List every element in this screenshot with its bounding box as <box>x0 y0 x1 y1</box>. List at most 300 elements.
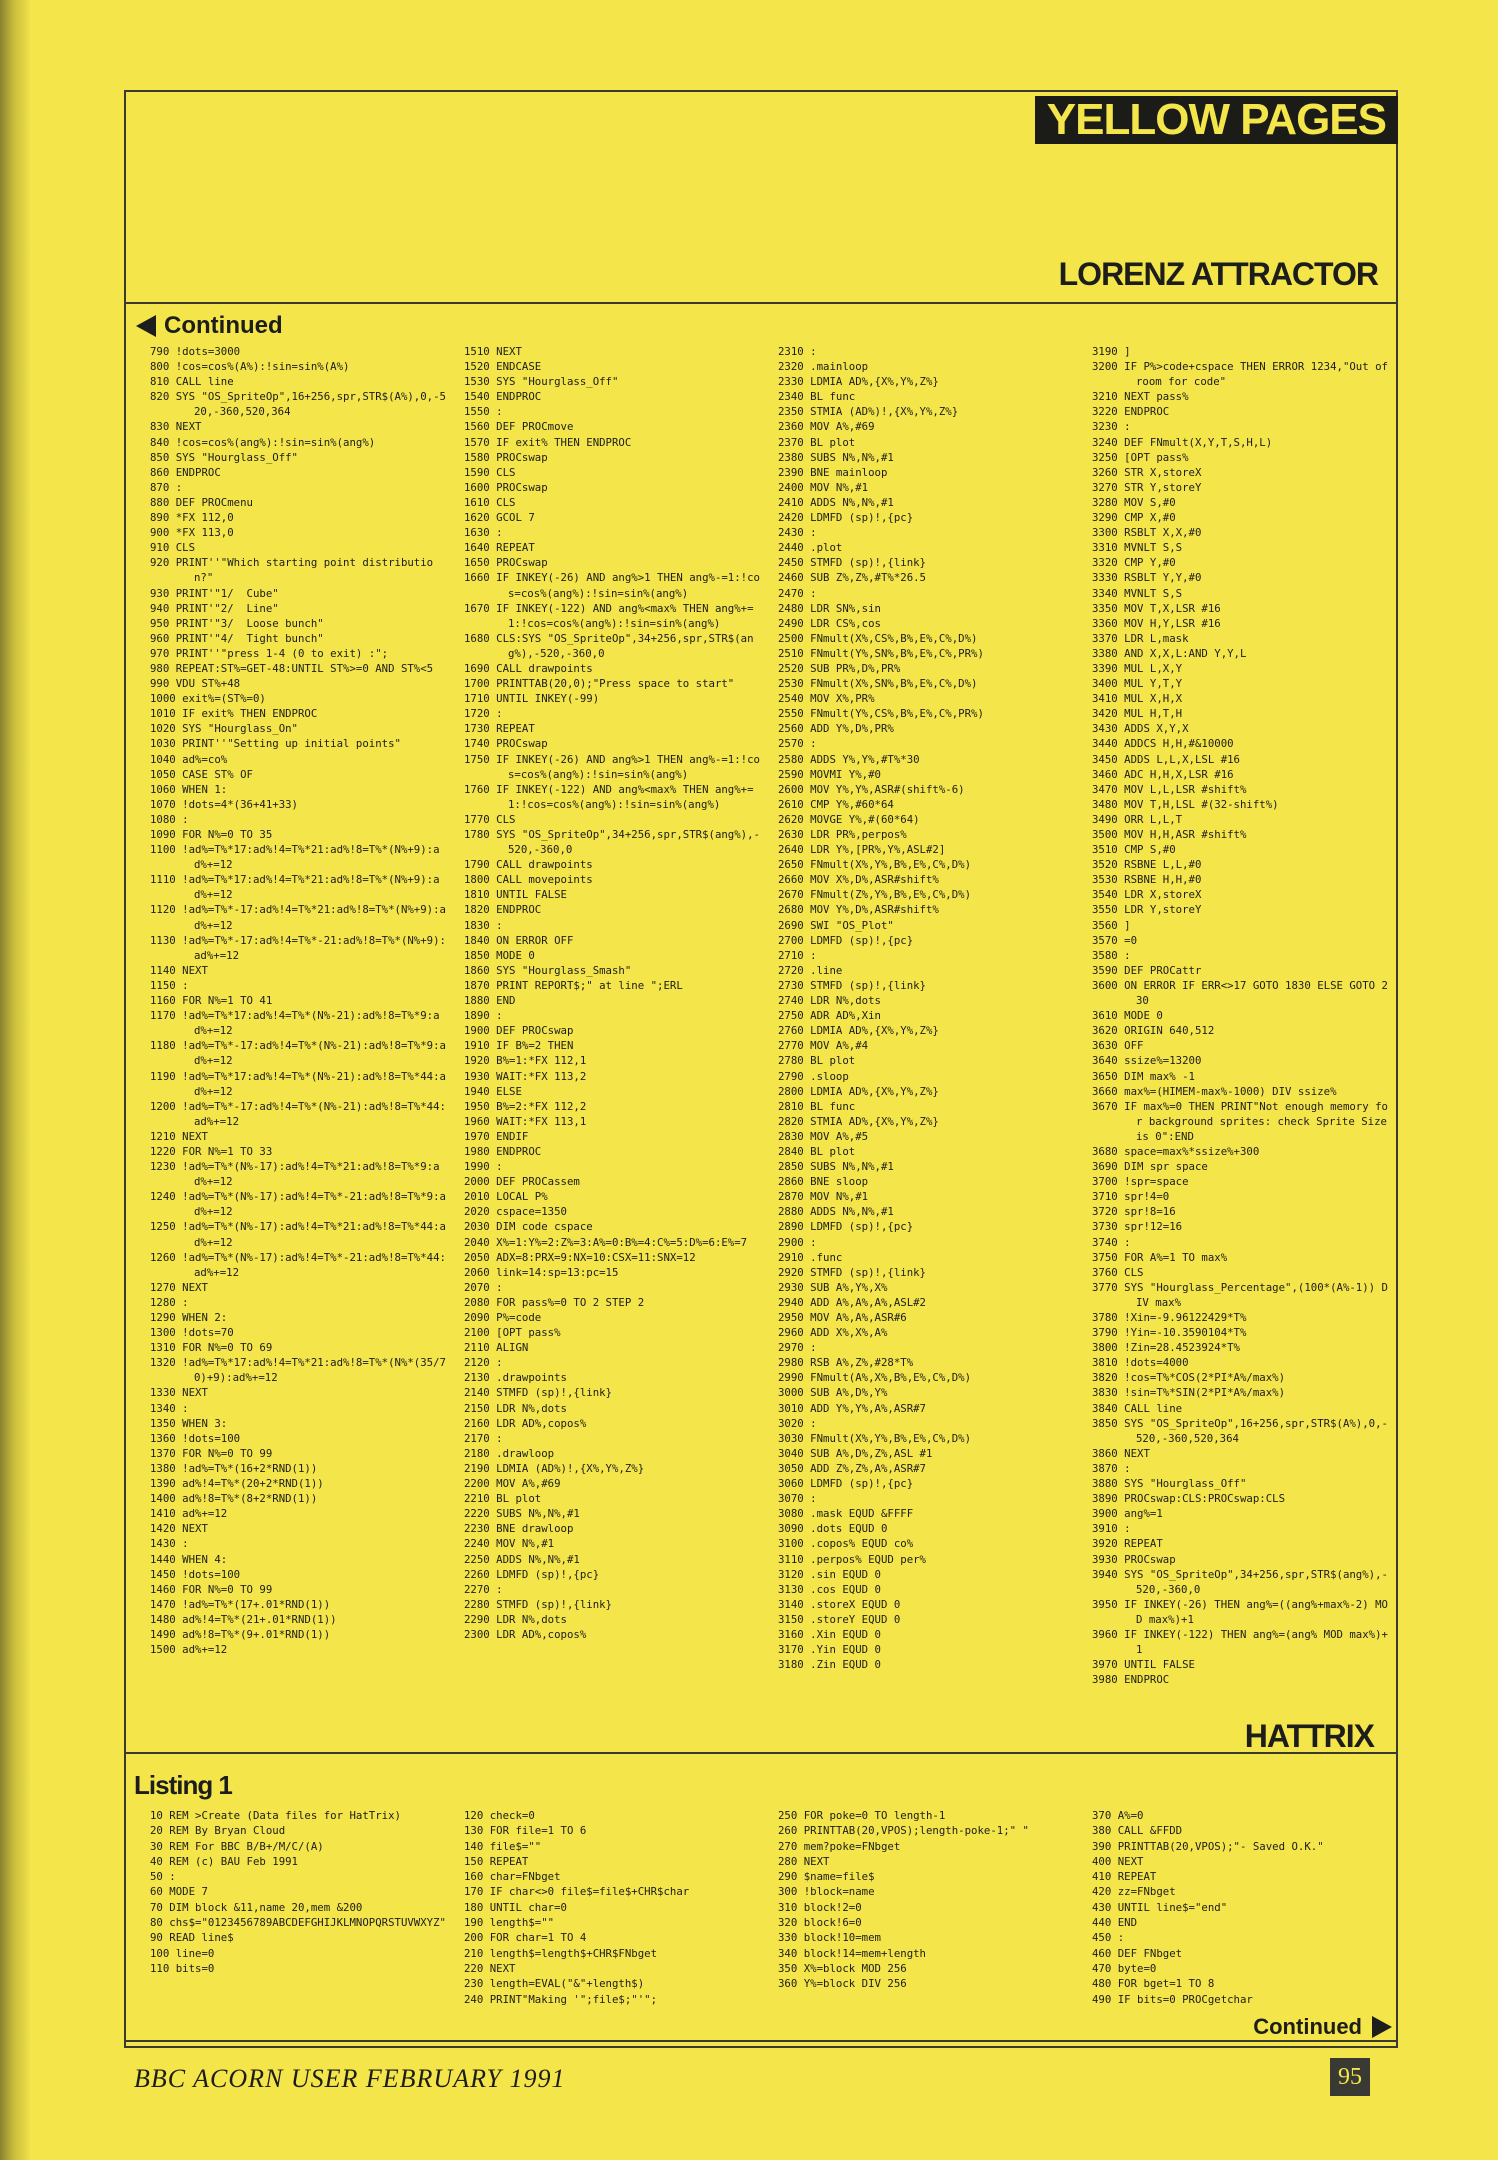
code-line: 1870 PRINT REPORT$;" at line ";ERL <box>464 978 683 992</box>
code-line: 2070 : <box>464 1280 503 1294</box>
code-line: 3960 IF INKEY(-122) THEN ang%=(ang% MOD max%)+1 <box>1092 1627 1388 1657</box>
code-line: 1580 PROCswap <box>464 450 548 464</box>
code-line: 1590 CLS <box>464 465 516 479</box>
code-line: 490 IF bits=0 PROCgetchar <box>1092 1992 1253 2006</box>
code-line: 3060 LDMFD (sp)!,{pc} <box>778 1477 914 1491</box>
code-line: 3680 space=max%*ssize%+300 <box>1092 1144 1260 1158</box>
code-line: 1400 ad%!8=T%*(8+2*RND(1)) <box>150 1492 318 1506</box>
code-line: 380 CALL &FFDD <box>1092 1824 1183 1838</box>
code-line: 280 NEXT <box>778 1854 830 1868</box>
code-line: 2040 X%=1:Y%=2:Z%=3:A%=0:B%=4:C%=5:D%=6:E%=7 <box>464 1235 748 1249</box>
code-line: 1390 ad%!4=T%*(20+2*RND(1)) <box>150 1477 324 1491</box>
code-line: 3780 !Xin=-9.96122429*T% <box>1092 1311 1247 1324</box>
code-line: 400 NEXT <box>1092 1854 1144 1868</box>
code-line: 3390 MUL L,X,Y <box>1092 661 1183 675</box>
code-line: 3540 LDR X,storeX <box>1092 888 1202 902</box>
code-line: 3180 .Zin EQUD 0 <box>778 1658 881 1672</box>
code-line: 850 SYS "Hourglass_Off" <box>150 450 298 464</box>
code-line: 1650 PROCswap <box>464 556 548 570</box>
code-line: 990 VDU ST%+48 <box>150 677 241 691</box>
code-line: 3190 ] <box>1092 345 1131 358</box>
code-line: 3790 !Yin=-10.3590104*T% <box>1092 1326 1247 1340</box>
code-line: 100 line=0 <box>150 1946 215 1960</box>
lorenz-listing-column-2 <box>464 344 760 1642</box>
code-line: 3420 MUL H,T,H <box>1092 707 1183 721</box>
code-line: 2110 ALIGN <box>464 1341 529 1355</box>
code-line: 2300 LDR AD%,copos% <box>464 1627 587 1641</box>
code-line: 2010 LOCAL P% <box>464 1190 548 1204</box>
code-line: 2510 FNmult(Y%,SN%,B%,E%,C%,PR%) <box>778 646 984 660</box>
code-line: 3200 IF P%>code+cspace THEN ERROR 1234,"Out of room for code" <box>1092 360 1395 389</box>
code-line: 1690 CALL drawpoints <box>464 661 593 675</box>
code-line: 2460 SUB Z%,Z%,#T%*26.5 <box>778 571 926 585</box>
code-line: 3850 SYS "OS_SpriteOp",16+256,spr,STR$(A%),0,-520,-360,520,364 <box>1092 1416 1388 1445</box>
code-line: 3110 .perpos% EQUD per% <box>778 1552 926 1566</box>
code-line: 3250 [OPT pass% <box>1092 450 1189 464</box>
code-line: 3650 DIM max% -1 <box>1092 1069 1195 1083</box>
code-line: 3630 OFF <box>1092 1039 1144 1053</box>
code-line: 3300 RSBLT X,X,#0 <box>1092 526 1202 540</box>
lorenz-listing-column-1 <box>150 344 446 1657</box>
code-line: 3120 .sin EQUD 0 <box>778 1567 881 1581</box>
code-line: 2280 STMFD (sp)!,{link} <box>464 1597 612 1611</box>
code-line: 350 X%=block MOD 256 <box>778 1961 907 1975</box>
code-line: 2490 LDR CS%,cos <box>778 616 881 630</box>
code-line: 170 IF char<>0 file$=file$+CHR$char <box>464 1885 690 1899</box>
code-line: 1540 ENDPROC <box>464 390 542 404</box>
code-line: 1120 !ad%=T%*-17:ad%!4=T%*21:ad%!8=T%*(N%+9):ad%+=12 <box>150 903 446 932</box>
code-line: 3920 REPEAT <box>1092 1537 1163 1551</box>
code-line: 2030 DIM code cspace <box>464 1220 593 1234</box>
code-line: 2680 MOV Y%,D%,ASR#shift% <box>778 903 939 917</box>
code-line: 2160 LDR AD%,copos% <box>464 1416 587 1430</box>
code-line: 1350 WHEN 3: <box>150 1416 228 1430</box>
code-line: 2810 BL func <box>778 1099 856 1113</box>
code-line: 2220 SUBS N%,N%,#1 <box>464 1507 580 1521</box>
code-line: 260 PRINTTAB(20,VPOS);length-poke-1;" " <box>778 1824 1029 1838</box>
code-line: 1670 IF INKEY(-122) AND ang%<max% THEN ang%+=1:!cos=cos%(ang%):!sin=sin%(ang%) <box>464 601 754 630</box>
code-line: 2530 FNmult(X%,SN%,B%,E%,C%,D%) <box>778 677 978 691</box>
code-line: 1050 CASE ST% OF <box>150 767 253 781</box>
code-line: 1090 FOR N%=0 TO 35 <box>150 828 273 841</box>
code-line: 3550 LDR Y,storeY <box>1092 903 1202 917</box>
code-line: 970 PRINT''"press 1-4 (0 to exit) :"; <box>150 646 389 660</box>
code-line: 1940 ELSE <box>464 1084 522 1098</box>
lorenz-listing-column-3 <box>778 344 1074 1672</box>
code-line: 2960 ADD X%,X%,A% <box>778 1326 888 1340</box>
code-line: 890 *FX 112,0 <box>150 511 234 525</box>
code-line: 1290 WHEN 2: <box>150 1311 228 1324</box>
code-line: 2650 FNmult(X%,Y%,B%,E%,C%,D%) <box>778 858 972 872</box>
code-line: 2570 : <box>778 737 817 751</box>
code-line: 3490 ORR L,L,T <box>1092 812 1183 826</box>
code-line: 1970 ENDIF <box>464 1129 529 1143</box>
code-line: 1250 !ad%=T%*(N%-17):ad%!4=T%*21:ad%!8=T%*44:ad%+=12 <box>150 1220 446 1249</box>
code-line: 2050 ADX=8:PRX=9:NX=10:CSX=11:SNX=12 <box>464 1250 696 1264</box>
code-line: 1270 NEXT <box>150 1280 208 1294</box>
code-line: 1430 : <box>150 1537 189 1551</box>
code-line: 1230 !ad%=T%*(N%-17):ad%!4=T%*21:ad%!8=T%*9:ad%+=12 <box>150 1160 440 1189</box>
code-line: 1370 FOR N%=0 TO 99 <box>150 1446 273 1460</box>
code-line: 3320 CMP Y,#0 <box>1092 556 1176 570</box>
code-line: 1520 ENDCASE <box>464 360 542 374</box>
continued-next-text: Continued <box>1253 2014 1362 2039</box>
publication-footer: BBC ACORN USER FEBRUARY 1991 <box>134 2064 566 2093</box>
code-line: 830 NEXT <box>150 420 202 434</box>
code-line: 1700 PRINTTAB(20,0);"Press space to start" <box>464 677 735 691</box>
code-line: 1880 END <box>464 994 516 1008</box>
code-line: 210 length$=length$+CHR$FNbget <box>464 1946 658 1960</box>
code-line: 1330 NEXT <box>150 1386 208 1400</box>
code-line: 3380 AND X,X,L:AND Y,Y,L <box>1092 646 1247 660</box>
code-line: 1340 : <box>150 1401 189 1415</box>
code-line: 2950 MOV A%,A%,ASR#6 <box>778 1311 907 1324</box>
code-line: 3640 ssize%=13200 <box>1092 1054 1202 1068</box>
code-line: 2330 LDMIA AD%,{X%,Y%,Z%} <box>778 375 939 389</box>
code-line: 2760 LDMIA AD%,{X%,Y%,Z%} <box>778 1024 939 1038</box>
code-line: 1060 WHEN 1: <box>150 782 228 796</box>
code-line: 250 FOR poke=0 TO length-1 <box>778 1809 946 1822</box>
code-line: 3140 .storeX EQUD 0 <box>778 1597 901 1611</box>
code-line: 140 file$="" <box>464 1839 542 1853</box>
code-line: 1820 ENDPROC <box>464 903 542 917</box>
code-line: 3370 LDR L,mask <box>1092 631 1189 645</box>
code-line: 3470 MOV L,L,LSR #shift% <box>1092 782 1247 796</box>
code-line: 3840 CALL line <box>1092 1401 1183 1415</box>
code-line: 3930 PROCswap <box>1092 1552 1176 1566</box>
code-line: 3480 MOV T,H,LSL #(32-shift%) <box>1092 797 1279 811</box>
code-line: 3260 STR X,storeX <box>1092 465 1202 479</box>
arrow-left-icon <box>136 315 156 337</box>
code-line: 1130 !ad%=T%*-17:ad%!4=T%*-21:ad%!8=T%*(N%+9):ad%+=12 <box>150 933 446 962</box>
code-line: 80 chs$="0123456789ABCDEFGHIJKLMNOPQRSTUVWXYZ" <box>150 1916 446 1930</box>
code-line: 290 $name=file$ <box>778 1870 875 1884</box>
code-line: 3760 CLS <box>1092 1265 1144 1279</box>
code-line: 150 REPEAT <box>464 1854 529 1868</box>
code-line: 2980 RSB A%,Z%,#28*T% <box>778 1356 914 1370</box>
code-line: 3530 RSBNE H,H,#0 <box>1092 873 1202 887</box>
code-line: 2850 SUBS N%,N%,#1 <box>778 1160 894 1174</box>
code-line: 370 A%=0 <box>1092 1809 1144 1822</box>
code-line: 2390 BNE mainloop <box>778 465 888 479</box>
code-line: 2340 BL func <box>778 390 856 404</box>
code-line: 420 zz=FNbget <box>1092 1885 1176 1899</box>
code-line: 20 REM By Bryan Cloud <box>150 1824 286 1838</box>
code-line: 3040 SUB A%,D%,Z%,ASL #1 <box>778 1446 933 1460</box>
code-line: 440 END <box>1092 1916 1138 1930</box>
hattrix-listing-column-4 <box>1092 1808 1388 2007</box>
hattrix-listing-column-2 <box>464 1808 760 2007</box>
code-line: 2720 .line <box>778 963 843 977</box>
code-line: 1220 FOR N%=1 TO 33 <box>150 1144 273 1158</box>
code-line: 2430 : <box>778 526 817 540</box>
code-line: 3580 : <box>1092 948 1131 962</box>
code-line: 3860 NEXT <box>1092 1446 1150 1460</box>
code-line: 2480 LDR SN%,sin <box>778 601 881 615</box>
listing-title: Listing 1 <box>134 1770 232 1800</box>
code-line: 2580 ADDS Y%,Y%,#T%*30 <box>778 752 920 766</box>
code-line: 2900 : <box>778 1235 817 1249</box>
code-line: 450 : <box>1092 1931 1125 1945</box>
code-line: 3400 MUL Y,T,Y <box>1092 677 1183 691</box>
code-line: 2200 MOV A%,#69 <box>464 1477 561 1491</box>
code-line: 2890 LDMFD (sp)!,{pc} <box>778 1220 914 1234</box>
code-line: 1160 FOR N%=1 TO 41 <box>150 994 273 1008</box>
code-line: 1320 !ad%=T%*17:ad%!4=T%*21:ad%!8=T%*(N%*(35/70)+9):ad%+=12 <box>150 1356 446 1385</box>
code-line: 3280 MOV S,#0 <box>1092 495 1176 509</box>
code-line: 3970 UNTIL FALSE <box>1092 1658 1195 1672</box>
code-line: 1500 ad%+=12 <box>150 1643 228 1657</box>
code-line: 2130 .drawpoints <box>464 1371 567 1385</box>
code-line: 1380 !ad%=T%*(16+2*RND(1)) <box>150 1461 318 1475</box>
code-line: 390 PRINTTAB(20,VPOS);"- Saved O.K." <box>1092 1839 1324 1853</box>
code-line: 2190 LDMIA (AD%)!,{X%,Y%,Z%} <box>464 1461 645 1475</box>
code-line: 1360 !dots=100 <box>150 1431 241 1445</box>
code-line: 2620 MOVGE Y%,#(60*64) <box>778 812 920 826</box>
code-line: 2080 FOR pass%=0 TO 2 STEP 2 <box>464 1295 645 1309</box>
code-line: 40 REM (c) BAU Feb 1991 <box>150 1854 298 1868</box>
code-line: 790 !dots=3000 <box>150 345 241 358</box>
code-line: 1170 !ad%=T%*17:ad%!4=T%*(N%-21):ad%!8=T%*9:ad%+=12 <box>150 1009 440 1038</box>
code-line: 3240 DEF FNmult(X,Y,T,S,H,L) <box>1092 435 1273 449</box>
code-line: 3870 : <box>1092 1461 1131 1475</box>
code-line: 920 PRINT''"Which starting point distribution?" <box>150 556 434 585</box>
code-line: 3230 : <box>1092 420 1131 434</box>
code-line: 1180 !ad%=T%*-17:ad%!4=T%*(N%-21):ad%!8=T%*9:ad%+=12 <box>150 1039 446 1068</box>
code-line: 2180 .drawloop <box>464 1446 555 1460</box>
code-line: 1950 B%=2:*FX 112,2 <box>464 1099 587 1113</box>
code-line: 2990 FNmult(A%,X%,B%,E%,C%,D%) <box>778 1371 972 1385</box>
code-line: 3050 ADD Z%,Z%,A%,ASR#7 <box>778 1461 926 1475</box>
code-line: 2740 LDR N%,dots <box>778 994 881 1008</box>
code-line: 3440 ADDCS H,H,#&10000 <box>1092 737 1234 751</box>
code-line: 1310 FOR N%=0 TO 69 <box>150 1341 273 1355</box>
code-line: 1810 UNTIL FALSE <box>464 888 567 902</box>
code-line: 460 DEF FNbget <box>1092 1946 1183 1960</box>
code-line: 2100 [OPT pass% <box>464 1326 561 1340</box>
continued-from-label <box>136 312 283 340</box>
code-line: 1460 FOR N%=0 TO 99 <box>150 1582 273 1596</box>
arrow-right-icon <box>1372 2016 1392 2038</box>
code-line: 3740 : <box>1092 1235 1131 1249</box>
code-line: 220 NEXT <box>464 1961 516 1975</box>
code-line: 1630 : <box>464 526 503 540</box>
code-line: 2360 MOV A%,#69 <box>778 420 875 434</box>
code-line: 840 !cos=cos%(ang%):!sin=sin%(ang%) <box>150 435 376 449</box>
code-line: 3660 max%=(HIMEM-max%-1000) DIV ssize% <box>1092 1084 1337 1098</box>
code-line: 2400 MOV N%,#1 <box>778 480 869 494</box>
code-line: 3620 ORIGIN 640,512 <box>1092 1024 1215 1038</box>
code-line: 980 REPEAT:ST%=GET-48:UNTIL ST%>=0 AND ST%<5 <box>150 661 434 675</box>
code-line: 3290 CMP X,#0 <box>1092 511 1176 525</box>
code-line: 1620 GCOL 7 <box>464 511 535 525</box>
code-line: 2370 BL plot <box>778 435 856 449</box>
code-line: 1280 : <box>150 1295 189 1309</box>
code-line: 1150 : <box>150 978 189 992</box>
code-line: 50 : <box>150 1870 176 1884</box>
code-line: 1850 MODE 0 <box>464 948 535 962</box>
code-line: 2260 LDMFD (sp)!,{pc} <box>464 1567 600 1581</box>
code-line: 410 REPEAT <box>1092 1870 1157 1884</box>
code-line: 3170 .Yin EQUD 0 <box>778 1643 881 1657</box>
code-line: 3720 spr!8=16 <box>1092 1205 1176 1219</box>
code-line: 2550 FNmult(Y%,CS%,B%,E%,C%,PR%) <box>778 707 984 721</box>
hattrix-title: HATTRIX <box>1244 1718 1374 1754</box>
code-line: 3160 .Xin EQUD 0 <box>778 1627 881 1641</box>
code-line: 160 char=FNbget <box>464 1870 561 1884</box>
code-line: 3520 RSBNE L,L,#0 <box>1092 858 1202 872</box>
code-line: 3130 .cos EQUD 0 <box>778 1582 881 1596</box>
code-line: 2500 FNmult(X%,CS%,B%,E%,C%,D%) <box>778 631 978 645</box>
code-line: 200 FOR char=1 TO 4 <box>464 1931 587 1945</box>
code-line: 3080 .mask EQUD &FFFF <box>778 1507 914 1521</box>
code-line: 230 length=EVAL("&"+length$) <box>464 1977 645 1991</box>
code-line: 330 block!10=mem <box>778 1931 881 1945</box>
code-line: 300 !block=name <box>778 1885 875 1899</box>
code-line: 2700 LDMFD (sp)!,{pc} <box>778 933 914 947</box>
code-line: 900 *FX 113,0 <box>150 526 234 540</box>
code-line: 3500 MOV H,H,ASR #shift% <box>1092 828 1247 841</box>
code-line: 1070 !dots=4*(36+41+33) <box>150 797 298 811</box>
code-line: 2470 : <box>778 586 817 600</box>
code-line: 1750 IF INKEY(-26) AND ang%>1 THEN ang%-=1:!cos=cos%(ang%):!sin=sin%(ang%) <box>464 752 760 781</box>
code-line: 3670 IF max%=0 THEN PRINT"Not enough memory for background sprites: check Sprite Size is 0":END <box>1092 1099 1394 1143</box>
code-line: 800 !cos=cos%(A%):!sin=sin%(A%) <box>150 360 350 374</box>
code-line: 180 UNTIL char=0 <box>464 1900 567 1914</box>
code-line: 2730 STMFD (sp)!,{link} <box>778 978 926 992</box>
code-line: 3910 : <box>1092 1522 1131 1536</box>
code-line: 480 FOR bget=1 TO 8 <box>1092 1977 1215 1991</box>
code-line: 1420 NEXT <box>150 1522 208 1536</box>
code-line: 1660 IF INKEY(-26) AND ang%>1 THEN ang%-=1:!cos=cos%(ang%):!sin=sin%(ang%) <box>464 571 760 600</box>
code-line: 1410 ad%+=12 <box>150 1507 228 1521</box>
code-line: 2630 LDR PR%,perpos% <box>778 828 907 841</box>
code-line: 2910 .func <box>778 1250 843 1264</box>
code-line: 2170 : <box>464 1431 503 1445</box>
code-line: 30 REM For BBC B/B+/M/C/(A) <box>150 1839 324 1853</box>
hattrix-listing-column-3 <box>778 1808 1074 1992</box>
code-line: 3360 MOV H,Y,LSR #16 <box>1092 616 1221 630</box>
code-line: 2120 : <box>464 1356 503 1370</box>
code-line: 60 MODE 7 <box>150 1885 208 1899</box>
code-line: 2440 .plot <box>778 541 843 555</box>
code-line: 1930 WAIT:*FX 113,2 <box>464 1069 587 1083</box>
code-line: 340 block!14=mem+length <box>778 1946 926 1960</box>
code-line: 430 UNTIL line$="end" <box>1092 1900 1228 1914</box>
code-line: 2420 LDMFD (sp)!,{pc} <box>778 511 914 525</box>
code-line: 1560 DEF PROCmove <box>464 420 574 434</box>
code-line: 2770 MOV A%,#4 <box>778 1039 869 1053</box>
code-line: 3430 ADDS X,Y,X <box>1092 722 1189 736</box>
code-line: 2240 MOV N%,#1 <box>464 1537 555 1551</box>
code-line: 3090 .dots EQUD 0 <box>778 1522 888 1536</box>
lorenz-listing-column-4 <box>1092 344 1395 1687</box>
code-line: 3030 FNmult(X%,Y%,B%,E%,C%,D%) <box>778 1431 972 1445</box>
code-line: 10 REM >Create (Data files for HatTrix) <box>150 1809 401 1822</box>
code-line: 1600 PROCswap <box>464 480 548 494</box>
code-line: 3310 MVNLT S,S <box>1092 541 1183 555</box>
code-line: 3220 ENDPROC <box>1092 405 1170 419</box>
code-line: 2290 LDR N%,dots <box>464 1612 567 1626</box>
code-line: 2020 cspace=1350 <box>464 1205 567 1219</box>
code-line: 2860 BNE sloop <box>778 1175 869 1189</box>
header-divider <box>124 302 1398 304</box>
code-line: 860 ENDPROC <box>150 465 221 479</box>
code-line: 1800 CALL movepoints <box>464 873 593 887</box>
code-line: 1450 !dots=100 <box>150 1567 241 1581</box>
code-line: 1680 CLS:SYS "OS_SpriteOp",34+256,spr,STR$(ang%),-520,-360,0 <box>464 631 754 660</box>
hattrix-listing-column-1 <box>150 1808 446 1976</box>
code-line: 1490 ad%!8=T%*(9+.01*RND(1)) <box>150 1627 331 1641</box>
code-line: 2790 .sloop <box>778 1069 849 1083</box>
code-line: 2560 ADD Y%,D%,PR% <box>778 722 894 736</box>
code-line: 3560 ] <box>1092 918 1131 932</box>
code-line: 1860 SYS "Hourglass_Smash" <box>464 963 632 977</box>
code-line: 2320 .mainloop <box>778 360 869 374</box>
code-line: 2750 ADR AD%,Xin <box>778 1009 881 1023</box>
code-line: 1480 ad%!4=T%*(21+.01*RND(1)) <box>150 1612 337 1626</box>
code-line: 2270 : <box>464 1582 503 1596</box>
code-line: 3980 ENDPROC <box>1092 1673 1170 1687</box>
code-line: 270 mem?poke=FNbget <box>778 1839 901 1853</box>
code-line: 1900 DEF PROCswap <box>464 1024 574 1038</box>
code-line: 3830 !sin=T%*SIN(2*PI*A%/max%) <box>1092 1386 1286 1400</box>
code-line: 240 PRINT"Making '";file$;"'"; <box>464 1992 658 2006</box>
code-line: 3410 MUL X,H,X <box>1092 692 1183 706</box>
code-line: 3020 : <box>778 1416 817 1430</box>
code-line: 1080 : <box>150 812 189 826</box>
code-line: 960 PRINT'"4/ Tight bunch" <box>150 631 324 645</box>
code-line: 3340 MVNLT S,S <box>1092 586 1183 600</box>
code-line: 3450 ADDS L,L,X,LSL #16 <box>1092 752 1240 766</box>
code-line: 2250 ADDS N%,N%,#1 <box>464 1552 580 1566</box>
code-line: 2870 MOV N%,#1 <box>778 1190 869 1204</box>
code-line: 1100 !ad%=T%*17:ad%!4=T%*21:ad%!8=T%*(N%+9):ad%+=12 <box>150 843 440 872</box>
article-title: LORENZ ATTRACTOR <box>1058 256 1378 292</box>
code-line: 70 DIM block &11,name 20,mem &200 <box>150 1900 363 1914</box>
code-line: 880 DEF PROCmenu <box>150 495 253 509</box>
code-line: 1200 !ad%=T%*-17:ad%!4=T%*(N%-21):ad%!8=T%*44:ad%+=12 <box>150 1099 446 1128</box>
code-line: 1960 WAIT:*FX 113,1 <box>464 1114 587 1128</box>
code-line: 1770 CLS <box>464 812 516 826</box>
code-line: 130 FOR file=1 TO 6 <box>464 1824 587 1838</box>
code-line: 3820 !cos=T%*COS(2*PI*A%/max%) <box>1092 1371 1286 1385</box>
code-line: 3070 : <box>778 1492 817 1506</box>
code-line: 1570 IF exit% THEN ENDPROC <box>464 435 632 449</box>
code-line: 3350 MOV T,X,LSR #16 <box>1092 601 1221 615</box>
code-line: 3510 CMP S,#0 <box>1092 843 1176 857</box>
code-line: 2590 MOVMI Y%,#0 <box>778 767 881 781</box>
code-line: 3940 SYS "OS_SpriteOp",34+256,spr,STR$(ang%),-520,-360,0 <box>1092 1567 1388 1596</box>
code-line: 1790 CALL drawpoints <box>464 858 593 872</box>
code-line: 3600 ON ERROR IF ERR<>17 GOTO 1830 ELSE GOTO 230 <box>1092 978 1388 1008</box>
code-line: 3810 !dots=4000 <box>1092 1356 1189 1370</box>
code-line: 1990 : <box>464 1160 503 1174</box>
code-line: 2800 LDMIA AD%,{X%,Y%,Z%} <box>778 1084 939 1098</box>
code-line: 2840 BL plot <box>778 1144 856 1158</box>
code-line: 1260 !ad%=T%*(N%-17):ad%!4=T%*-21:ad%!8=T%*44:ad%+=12 <box>150 1250 446 1279</box>
code-line: 2380 SUBS N%,N%,#1 <box>778 450 894 464</box>
code-line: 3000 SUB A%,D%,Y% <box>778 1386 888 1400</box>
code-line: 2150 LDR N%,dots <box>464 1401 567 1415</box>
code-line: 1740 PROCswap <box>464 737 548 751</box>
code-line: 1140 NEXT <box>150 963 208 977</box>
code-line: 3690 DIM spr space <box>1092 1160 1208 1174</box>
section-banner: YELLOW PAGES <box>1035 96 1398 144</box>
code-line: 3610 MODE 0 <box>1092 1009 1163 1023</box>
page-binding-edge <box>0 0 30 2160</box>
code-line: 3890 PROCswap:CLS:PROCswap:CLS <box>1092 1492 1286 1506</box>
